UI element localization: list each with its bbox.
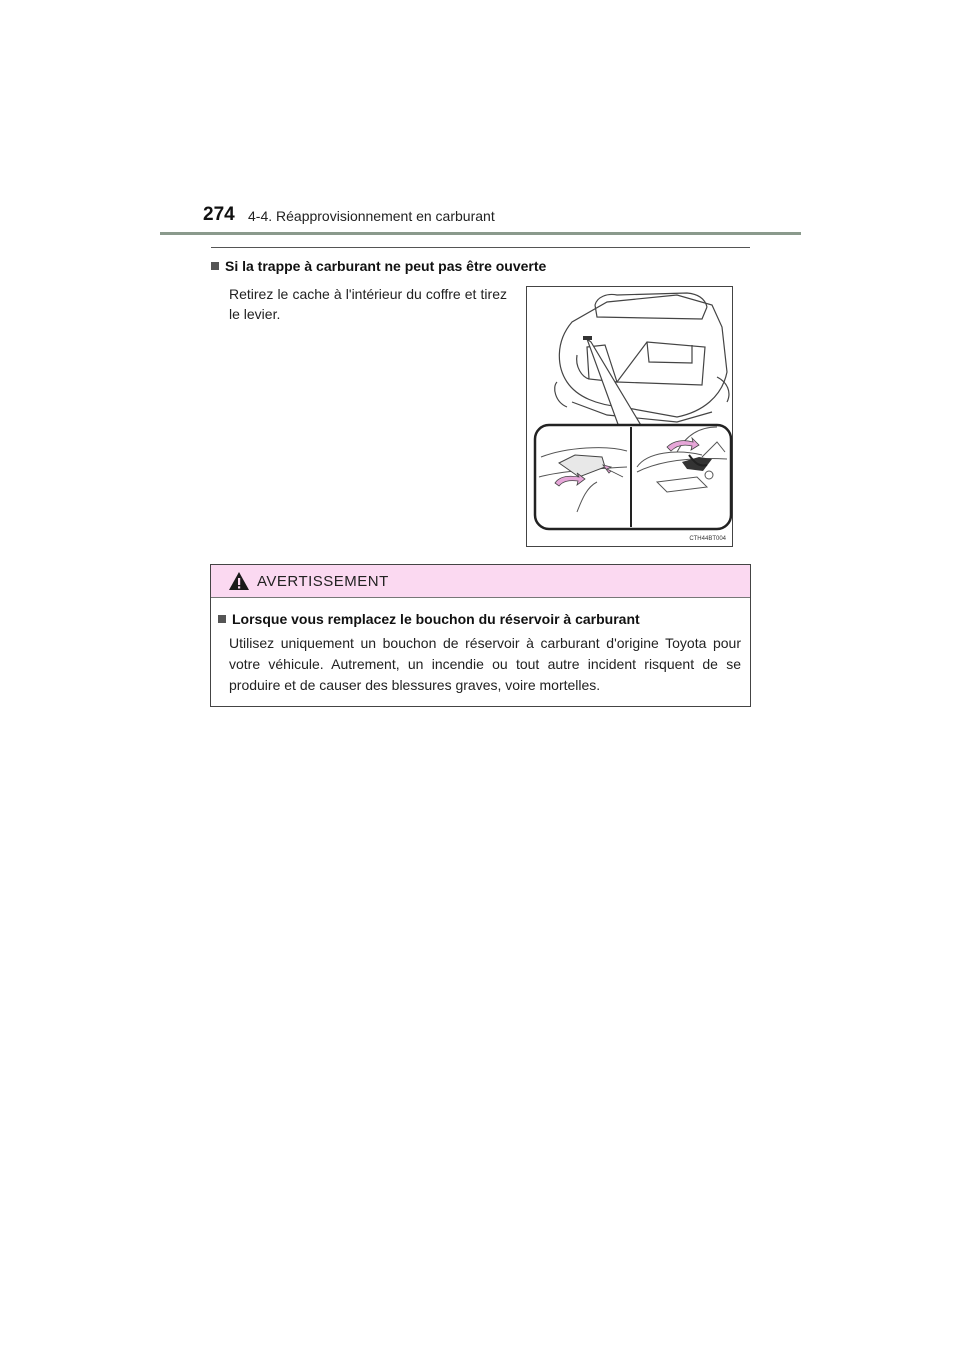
header-rule xyxy=(160,232,801,235)
section-heading xyxy=(211,258,546,274)
figure-code: CTH44BT004 xyxy=(689,536,726,542)
warning-header xyxy=(211,565,750,598)
page-number: 274 xyxy=(203,204,235,225)
section-rule xyxy=(211,247,750,248)
warning-heading xyxy=(218,611,640,627)
trunk-lever-illustration xyxy=(526,286,733,547)
trunk-illustration-drawing xyxy=(527,287,734,548)
warning-text: Utilisez uniquement un bouchon de réservoir à carburant d'origine Toyota pour votre véhicule. Autrement, un incendie ou tout autre incident risquent de se produire et de causer des blessures graves, voire mortelles. xyxy=(229,635,741,693)
warning-heading-text: Lorsque vous remplacez le bouchon du réservoir à carburant xyxy=(232,611,640,627)
warning-box xyxy=(210,564,751,707)
section-body-text: Retirez le cache à l'intérieur du coffre et tirez le levier. xyxy=(229,286,507,322)
chapter-title: 4-4. Réapprovisionnement en carburant xyxy=(248,208,495,224)
warning-triangle-icon xyxy=(228,571,250,591)
section-heading-text: Si la trappe à carburant ne peut pas être ouverte xyxy=(225,258,547,274)
square-bullet-icon xyxy=(218,615,226,623)
warning-title: AVERTISSEMENT xyxy=(257,573,389,590)
square-bullet-icon xyxy=(211,262,219,270)
